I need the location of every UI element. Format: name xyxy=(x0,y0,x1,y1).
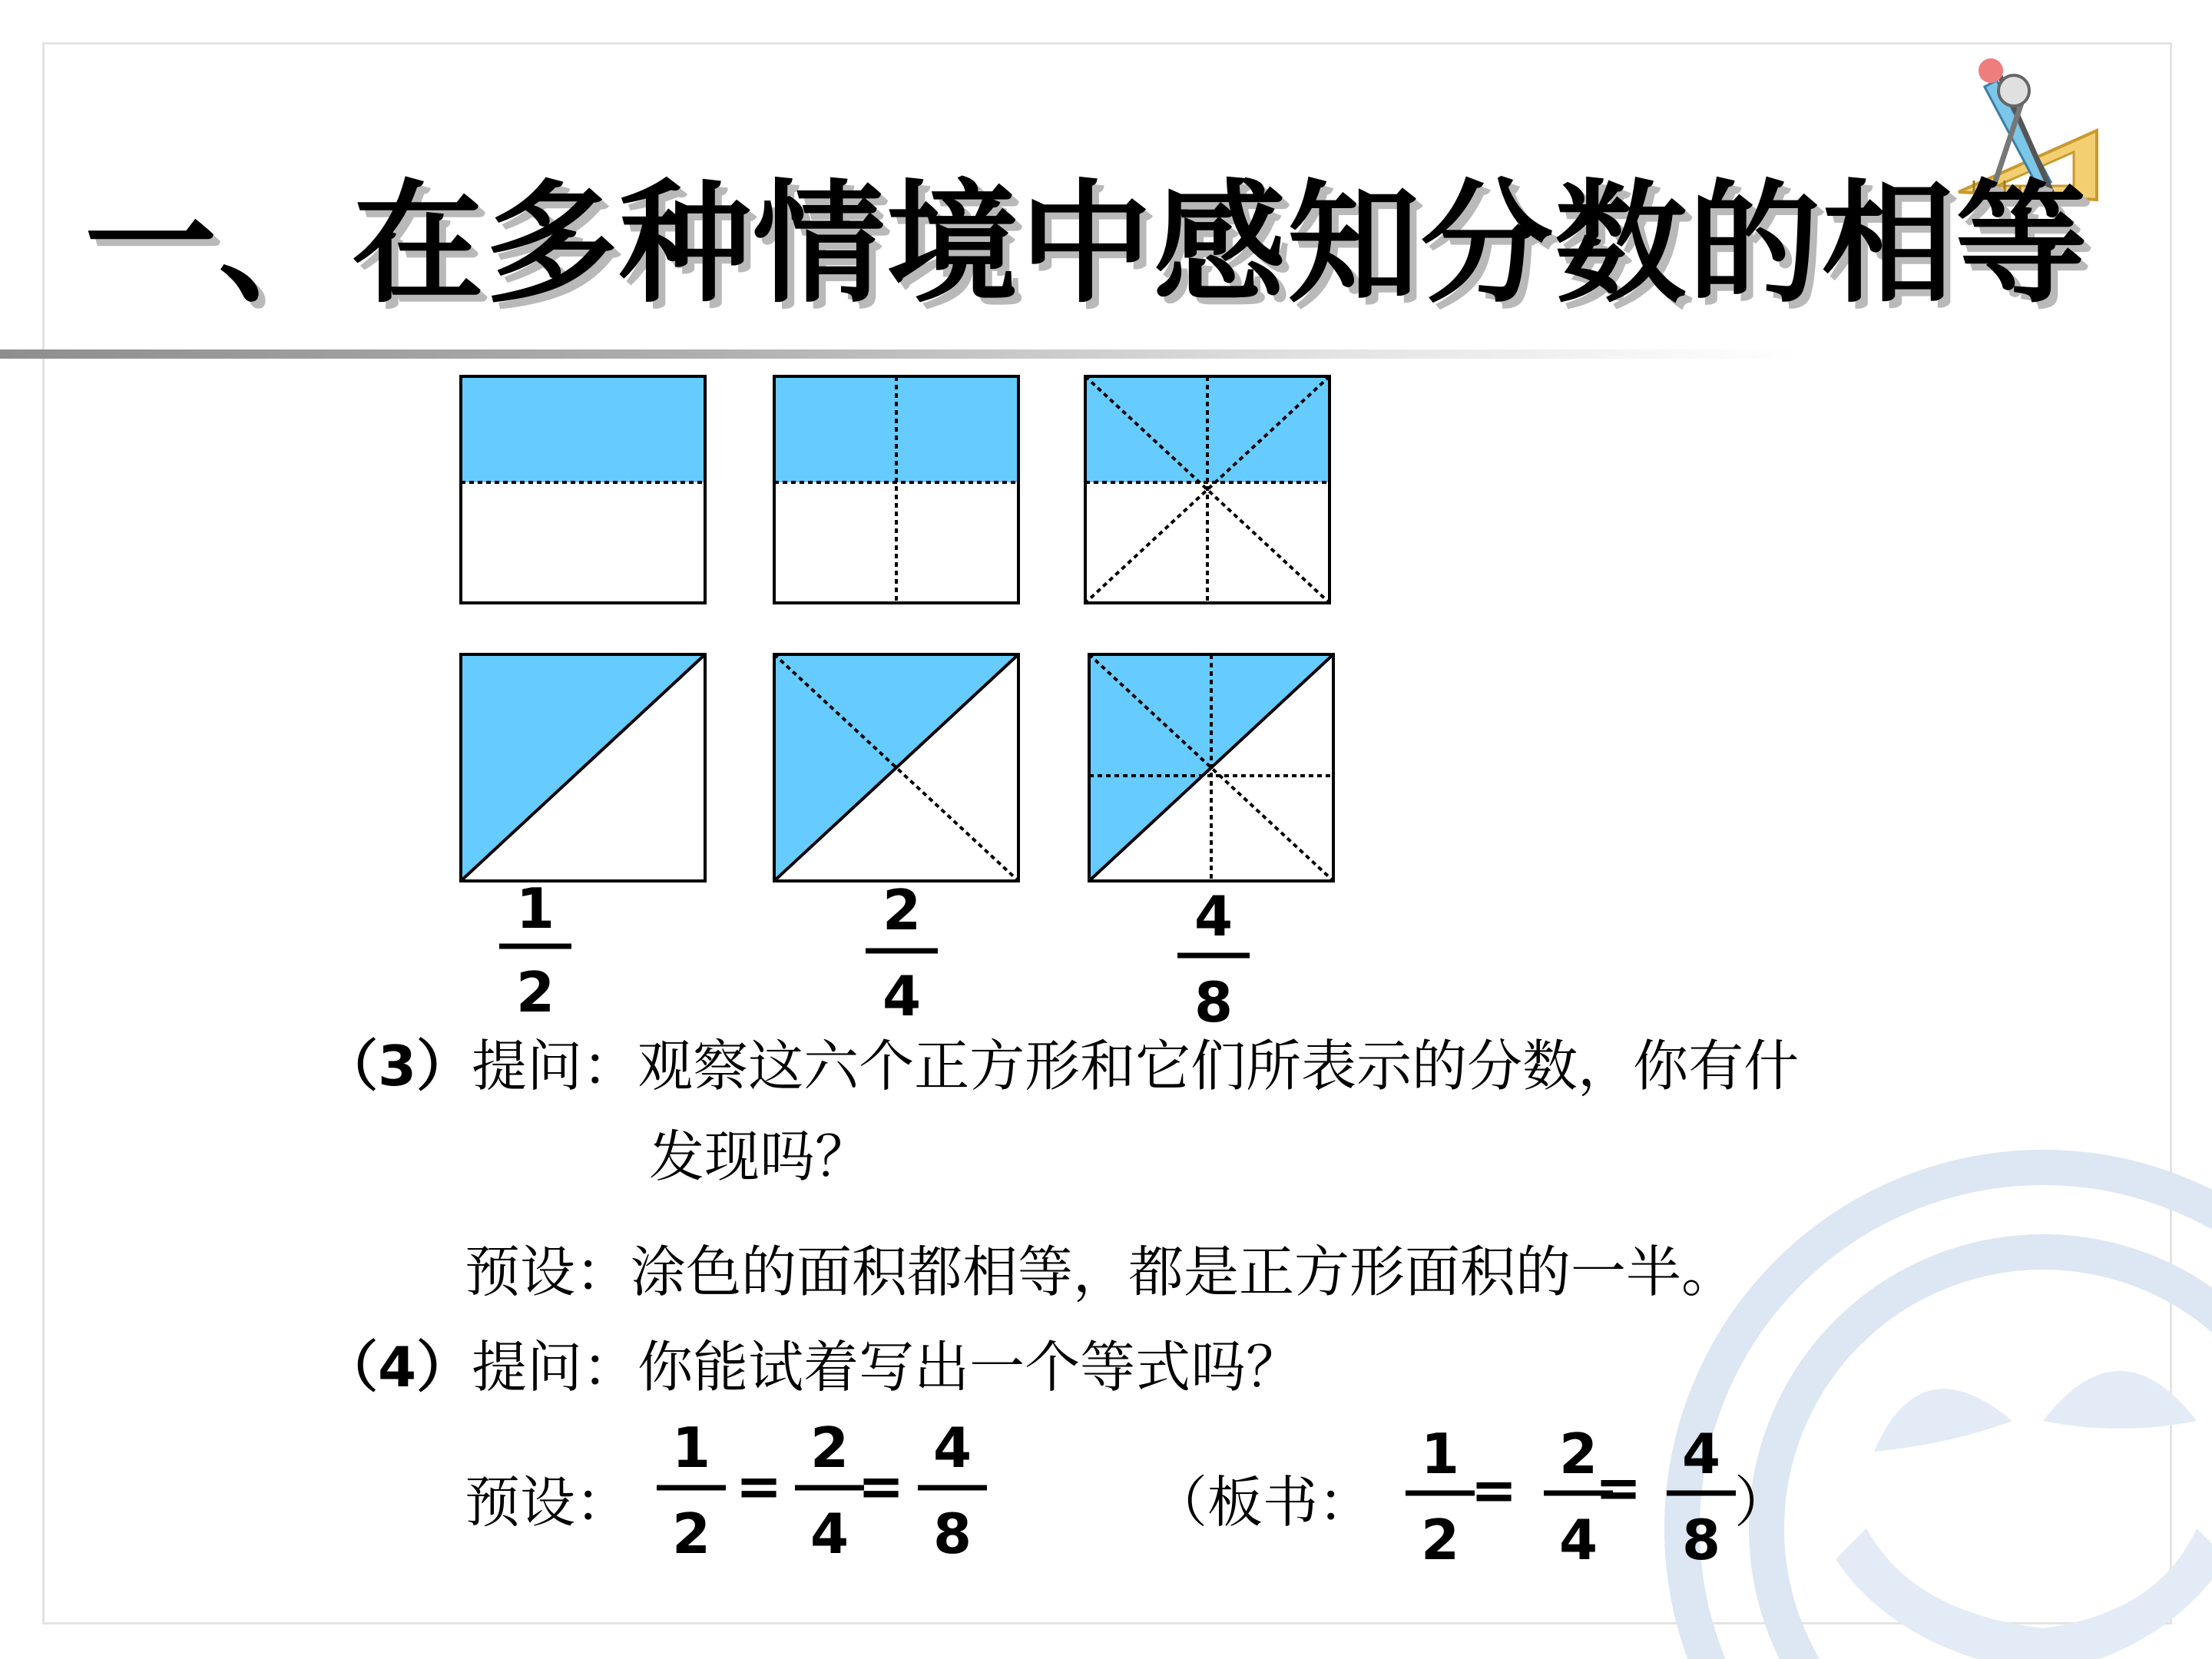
fraction-denominator: 4 xyxy=(1558,1508,1598,1572)
board-equation xyxy=(1406,1422,1736,1572)
slide-title: 一、在多种情境中感知分数的相等 xyxy=(84,167,2089,321)
square-half-diagonal xyxy=(461,654,705,881)
fraction-denominator: 8 xyxy=(1681,1508,1721,1572)
q3-preset-text: 涂色的面积都相等，都是正方形面积的一半。 xyxy=(631,1240,1737,1304)
q3-label: （3） xyxy=(323,1034,472,1098)
q3-preset xyxy=(465,1227,1737,1307)
preset-equation xyxy=(657,1416,987,1566)
q4-line xyxy=(323,1323,1301,1402)
board-close: ） xyxy=(1734,1470,1790,1535)
fraction-2-4 xyxy=(866,878,938,1028)
square-quarters-diagonal xyxy=(774,654,1018,881)
equals-sign: = xyxy=(735,1454,783,1518)
fraction-denominator: 2 xyxy=(515,960,555,1025)
fraction-denominator: 4 xyxy=(810,1502,849,1566)
square-half-horizontal xyxy=(461,376,705,603)
equals-sign: = xyxy=(1470,1458,1518,1522)
fraction-numerator: 4 xyxy=(1194,884,1233,949)
fraction-denominator: 8 xyxy=(932,1502,972,1566)
q3-prompt: 提问： xyxy=(472,1034,638,1098)
q3-text2: 发现吗？ xyxy=(649,1124,871,1189)
fraction-1-2 xyxy=(499,876,571,1025)
q3-preset-label: 预设： xyxy=(465,1240,631,1304)
q4-prompt: 提问： xyxy=(472,1335,638,1399)
fraction-4-8 xyxy=(1177,884,1250,1035)
fraction-denominator: 2 xyxy=(1420,1508,1460,1572)
fraction-numerator: 2 xyxy=(810,1416,849,1480)
fraction-numerator: 1 xyxy=(515,876,555,941)
fraction-numerator: 2 xyxy=(882,878,922,942)
equals-sign: = xyxy=(1594,1455,1642,1520)
square-eighths-horizontal xyxy=(1085,376,1330,603)
q3-line1 xyxy=(323,1022,1799,1101)
fraction-denominator: 8 xyxy=(1194,970,1233,1035)
fraction-denominator: 2 xyxy=(671,1502,711,1566)
square-eighths-diagonal xyxy=(1089,654,1333,881)
q4-text: 你能试着写出一个等式吗？ xyxy=(637,1335,1302,1399)
fraction-numerator: 4 xyxy=(932,1416,972,1480)
board-open: （板书： xyxy=(1152,1470,1374,1535)
fraction-numerator: 1 xyxy=(1420,1422,1460,1486)
fraction-numerator: 4 xyxy=(1681,1422,1721,1486)
fraction-numerator: 2 xyxy=(1558,1422,1598,1486)
equals-sign: = xyxy=(857,1454,905,1518)
fraction-denominator: 4 xyxy=(882,964,922,1028)
fraction-numerator: 1 xyxy=(671,1416,711,1480)
q3-text1: 观察这六个正方形和它们所表示的分数，你有什 xyxy=(637,1034,1800,1098)
q4-label: （4） xyxy=(323,1335,472,1399)
square-quarters-horizontal xyxy=(774,376,1018,603)
q4-preset-label: 预设： xyxy=(465,1470,631,1535)
